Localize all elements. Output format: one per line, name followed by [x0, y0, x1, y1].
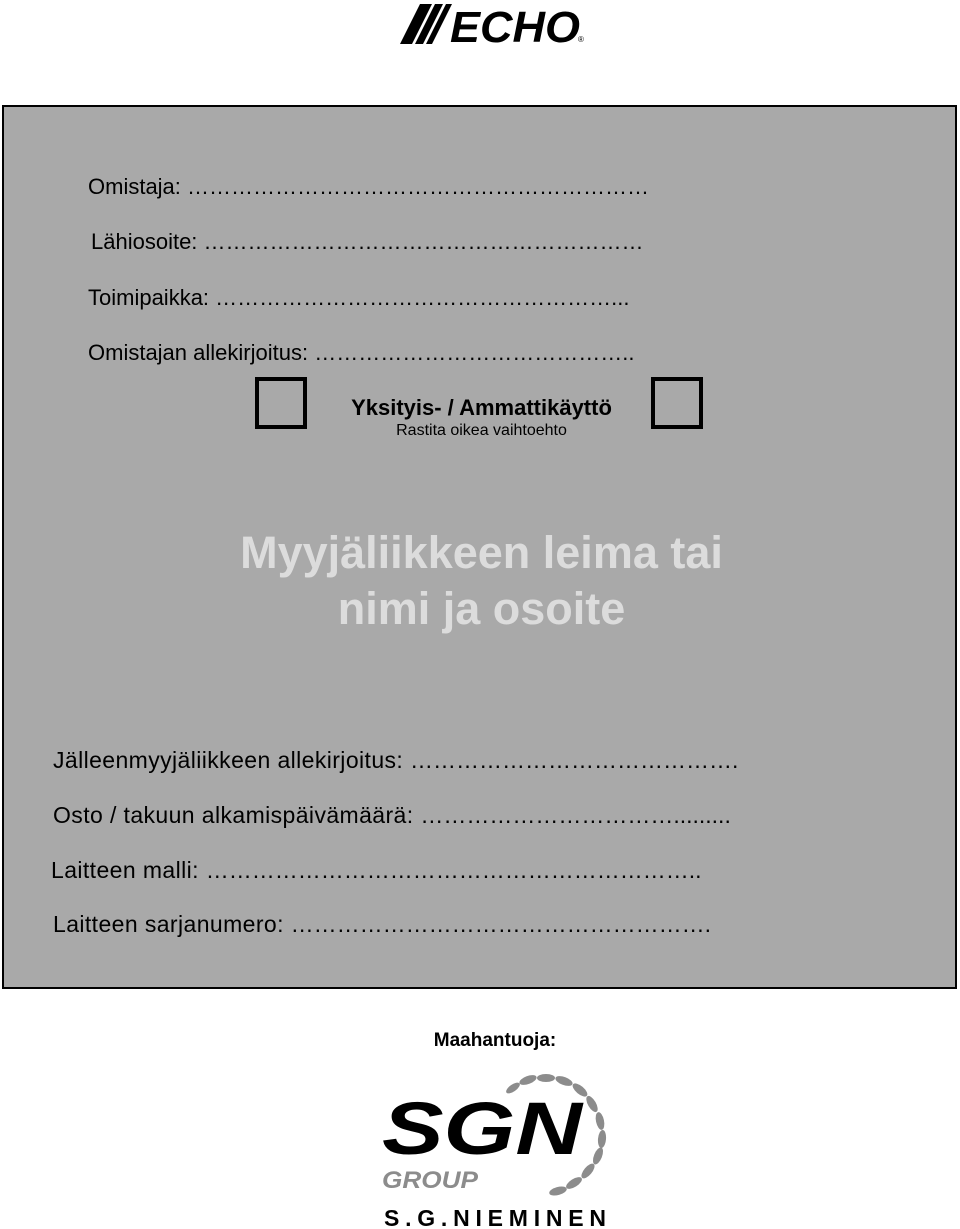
sgn-wordmark: SGN — [382, 1087, 584, 1170]
dealer-signature-label: Jälleenmyyjäliikkeen allekirjoitus: — [53, 747, 404, 773]
dealer-stamp-line1: Myyjäliikkeen leima tai — [240, 527, 723, 578]
model-blank: ……………………………………………………….. — [205, 857, 702, 883]
usage-type-hint: Rastita oikea vaihtoehto — [396, 422, 567, 439]
address-field[interactable] — [91, 229, 644, 255]
model-label: Laitteen malli: — [51, 857, 199, 883]
sgn-group-logo — [378, 1066, 614, 1229]
address-label: Lähiosoite: — [91, 229, 198, 254]
dealer-stamp-line2: nimi ja osoite — [337, 583, 626, 634]
importer-label: Maahantuoja: — [433, 1030, 557, 1051]
city-label: Toimipaikka: — [88, 285, 210, 310]
owner-signature-label: Omistajan allekirjoitus: — [88, 340, 309, 365]
city-blank: ………………………………………………... — [215, 285, 630, 310]
echo-logo — [398, 0, 590, 48]
owner-blank: ……………………………………………………… — [187, 174, 650, 199]
serial-number-field[interactable] — [53, 911, 711, 937]
sgn-company-name: S.G.NIEMINEN — [384, 1205, 606, 1229]
owner-label: Omistaja: — [88, 174, 181, 199]
dealer-stamp-area — [4, 525, 959, 637]
model-field[interactable] — [51, 857, 702, 883]
owner-field[interactable] — [88, 174, 649, 200]
purchase-date-label: Osto / takuun alkamispäivämäärä: — [53, 802, 414, 828]
serial-number-blank: ………………………………………………. — [290, 911, 712, 937]
usage-type-title: Yksityis- / Ammattikäyttö — [351, 395, 612, 420]
group-wordmark: GROUP — [382, 1167, 480, 1194]
svg-text:®: ® — [578, 35, 584, 44]
owner-signature-field[interactable] — [88, 340, 634, 366]
dealer-signature-field[interactable] — [53, 747, 738, 773]
serial-number-label: Laitteen sarjanumero: — [53, 911, 284, 937]
warranty-card-panel — [2, 105, 957, 989]
purchase-date-field[interactable] — [53, 802, 731, 828]
city-field[interactable] — [88, 285, 630, 311]
echo-wordmark: ECHO — [450, 3, 580, 48]
purchase-date-blank: ……………………………......... — [420, 802, 731, 828]
address-blank: …………………………………………………… — [203, 229, 644, 254]
dealer-signature-blank: ……………………………………. — [410, 747, 739, 773]
owner-signature-blank: …………………………………….. — [314, 340, 635, 365]
